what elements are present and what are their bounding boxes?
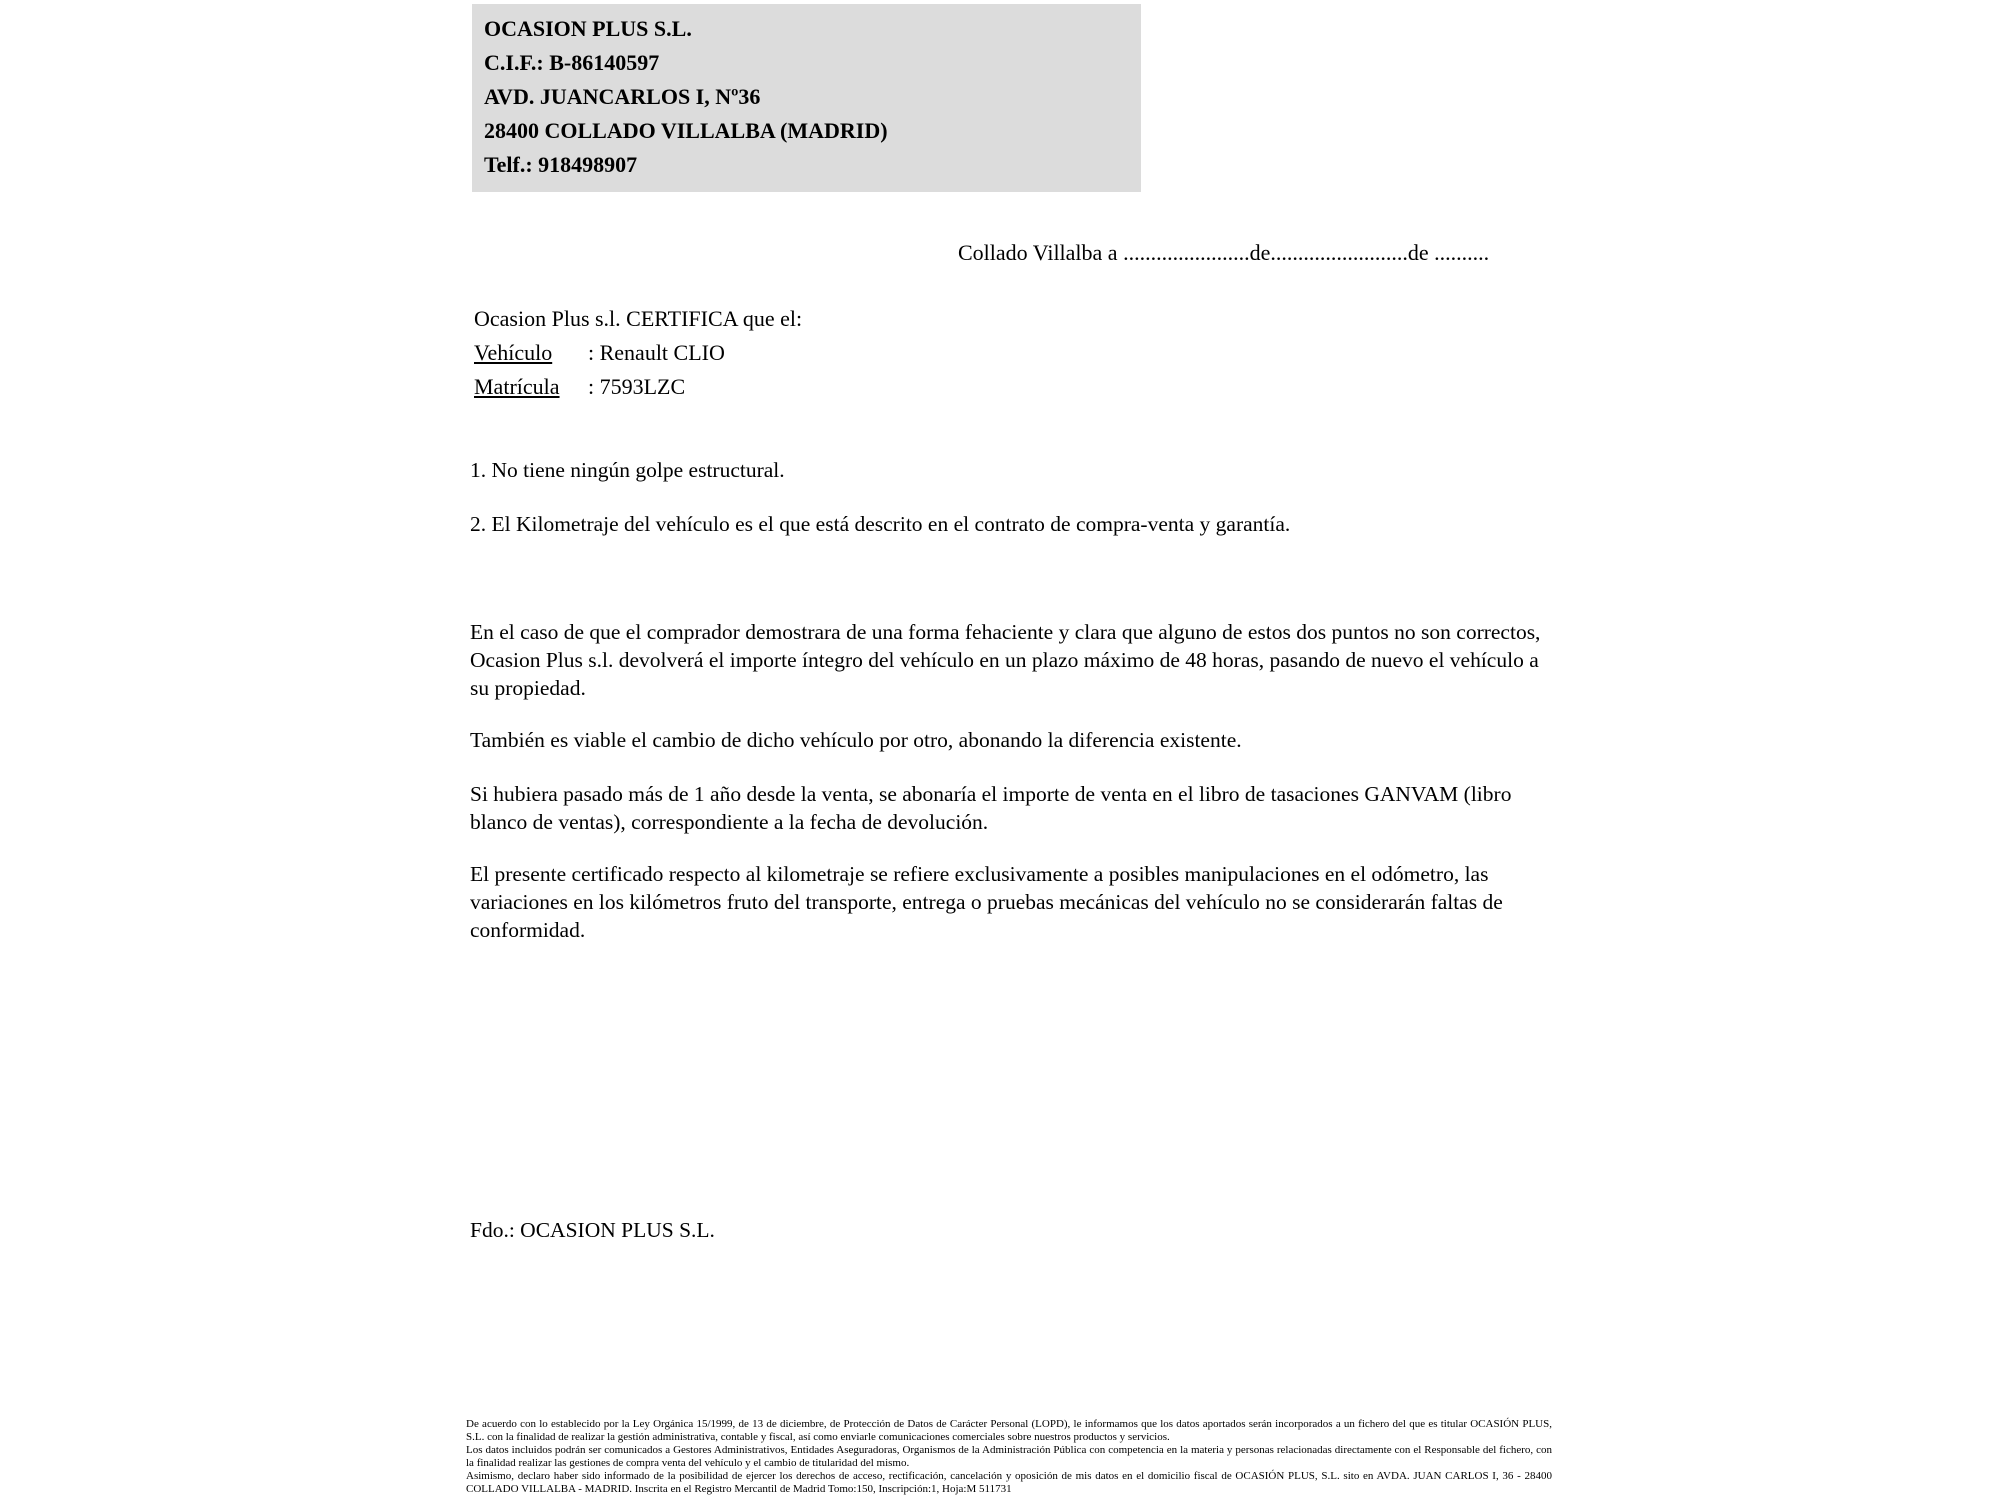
certify-intro: Ocasion Plus s.l. CERTIFICA que el: — [474, 306, 803, 331]
certification-block — [474, 302, 802, 404]
date-line: Collado Villalba a .......................de.........................de .......... — [958, 240, 1490, 265]
signature-line: Fdo.: OCASION PLUS S.L. — [470, 1218, 715, 1242]
point-structural-damage: 1. No tiene ningún golpe estructural. — [470, 458, 785, 482]
plate-row — [474, 370, 802, 404]
footer-data-sharing-paragraph: Los datos incluidos podrán ser comunicados a Gestores Administrativos, Entidades Aseguradoras, Organismos de la Administración Pública con competencia en la materia y personas relacionadas directamente con el Responsable del fichero, con la finalidad realizar las gestiones de compra venta del vehículo y el cambio de titularidad del mismo. — [466, 1444, 1552, 1469]
paragraph-odometer-disclaimer: El presente certificado respecto al kilometraje se refiere exclusivamente a posibles manipulaciones en el odómetro, las variaciones en los kilómetros fruto del transporte, entrega o pruebas mecánicas del vehículo no se considerarán faltas de conformidad. — [470, 862, 1503, 942]
vehicle-row — [474, 336, 802, 370]
vehicle-label: Vehículo — [474, 340, 553, 365]
plate-label-wrap — [474, 370, 588, 404]
company-city: 28400 COLLADO VILLALBA (MADRID) — [484, 118, 888, 143]
company-name: OCASION PLUS S.L. — [484, 16, 692, 41]
footer-lopd-paragraph: De acuerdo con lo establecido por la Ley Orgánica 15/1999, de 13 de diciembre, de Protección de Datos de Carácter Personal (LOPD), le informamos que los datos aportados serán incorporados a un fichero del que es titular OCASIÓN PLUS, S.L. con la finalidad de realizar la gestión administrativa, contable y fiscal, así como enviarle comunicaciones comerciales sobre nuestros productos y servicios. — [466, 1418, 1552, 1443]
paragraph-exchange: También es viable el cambio de dicho vehículo por otro, abonando la diferencia existente. — [470, 728, 1242, 752]
plate-value: : 7593LZC — [588, 374, 686, 399]
company-phone: Telf.: 918498907 — [484, 152, 638, 177]
paragraph-refund-policy: En el caso de que el comprador demostrara de una forma fehaciente y clara que alguno de estos dos puntos no son correctos, Ocasion Plus s.l. devolverá el importe íntegro del vehículo en un plazo máximo de 48 horas, pasando de nuevo el vehículo a su propiedad. — [470, 620, 1541, 700]
plate-label: Matrícula — [474, 374, 560, 399]
vehicle-value: : Renault CLIO — [588, 340, 725, 365]
footer-rights-paragraph: Asimismo, declaro haber sido informado de la posibilidad de ejercer los derechos de acceso, rectificación, cancelación y oposición de mis datos en el domicilio fiscal de OCASIÓN PLUS, S.L. sito en AVDA. JUAN CARLOS I, 36 - 28400 COLLADO VILLALBA - MADRID. Inscrita en el Registro Mercantil de Madrid Tomo:150, Inscripción:1, Hoja:M 511731 — [466, 1470, 1552, 1495]
company-cif: C.I.F.: B-86140597 — [484, 50, 660, 75]
legal-footer — [466, 1418, 1552, 1496]
company-address: AVD. JUANCARLOS I, Nº36 — [484, 84, 761, 109]
point-mileage: 2. El Kilometraje del vehículo es el que está descrito en el contrato de compra-venta y garantía. — [470, 512, 1291, 536]
vehicle-label-wrap — [474, 336, 588, 370]
paragraph-ganvam: Si hubiera pasado más de 1 año desde la venta, se abonaría el importe de venta en el libro de tasaciones GANVAM (libro blanco de ventas), correspondiente a la fecha de devolución. — [470, 782, 1512, 834]
company-header — [472, 4, 1141, 192]
